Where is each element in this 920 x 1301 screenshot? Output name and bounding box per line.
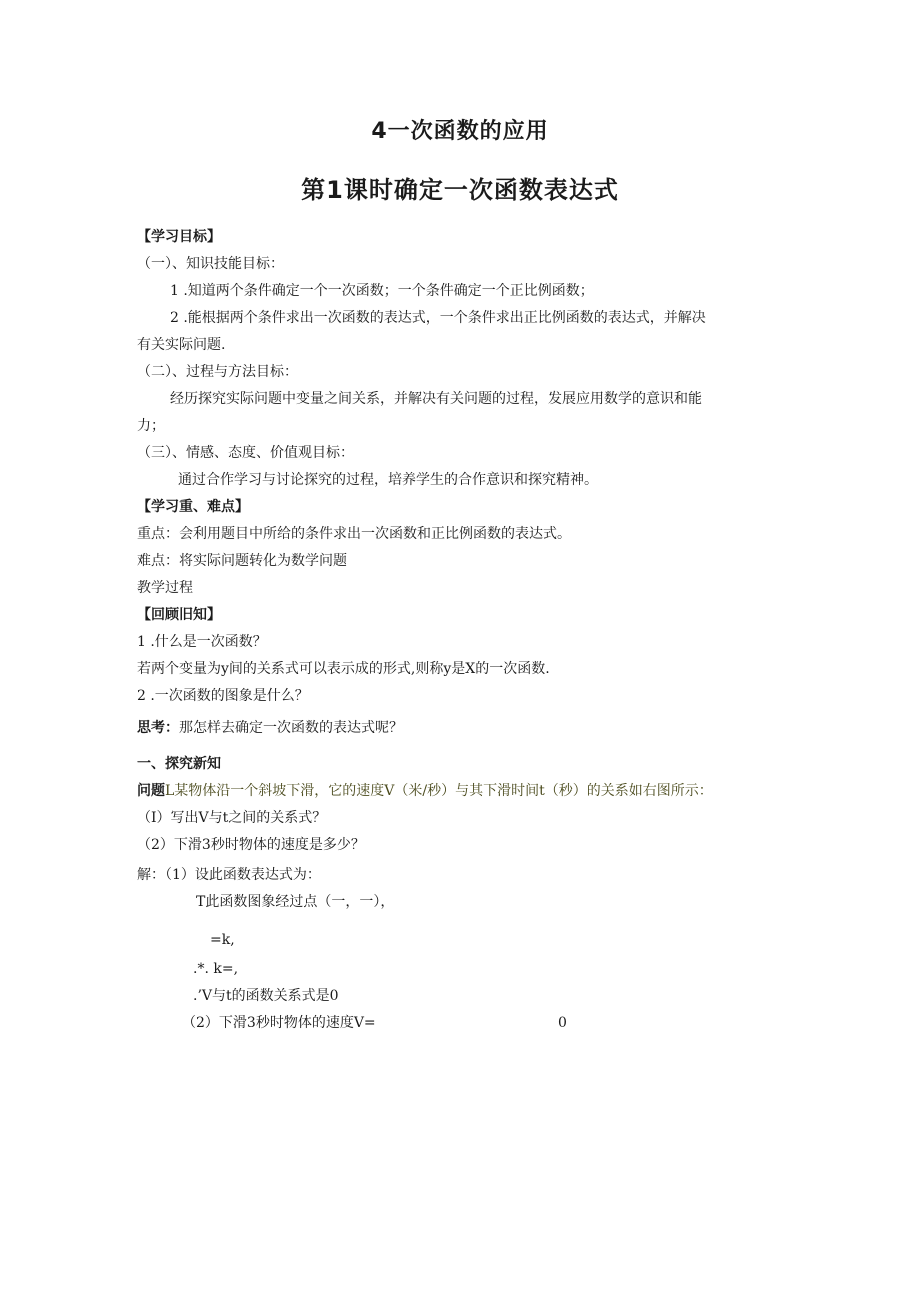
explore-heading: 一、探究新知 xyxy=(137,756,221,772)
knowledge-item-2-cont: 有关实际问题. xyxy=(137,337,226,353)
problem-text: L某物体沿一个斜坡下滑，它的速度V（米/秒）与其下滑时间t（秒）的关系如右图所示： xyxy=(165,783,713,799)
review-heading: 【回顾旧知】 xyxy=(137,607,221,623)
key-points-heading: 【学习重、难点】 xyxy=(137,499,249,515)
think-line xyxy=(137,719,403,737)
knowledge-heading: （一）、知识技能目标： xyxy=(137,256,284,272)
emotion-heading: （三）、情感、态度、价值观目标： xyxy=(137,445,354,461)
problem-label: 问题 xyxy=(137,783,165,799)
solution-line-6-end: 0 xyxy=(558,1015,567,1031)
solution-line-3: =k, xyxy=(210,932,235,948)
problem-line xyxy=(137,782,713,800)
emotion-text: 通过合作学习与讨论探究的过程，培养学生的合作意识和探究精神。 xyxy=(178,472,598,488)
lesson-subtitle: 第1课时确定一次函数表达式 xyxy=(301,176,619,204)
think-label: 思考： xyxy=(137,720,179,736)
think-text: 那怎样去确定一次函数的表达式呢？ xyxy=(179,720,403,736)
solution-line-1: 解：（1）设此函数表达式为： xyxy=(137,867,321,883)
solution-line-6: （2）下滑3秒时物体的速度V= xyxy=(182,1015,376,1031)
solution-line-4: .*. k=, xyxy=(193,961,239,977)
process-text-cont: 力； xyxy=(137,418,165,434)
difficulty-point: 难点：将实际问题转化为数学问题 xyxy=(137,553,347,569)
review-question-1: 1 .什么是一次函数？ xyxy=(137,634,267,650)
solution-line-5: .’V与t的函数关系式是0 xyxy=(193,988,339,1004)
knowledge-item-1: 1 .知道两个条件确定一个一次函数；一个条件确定一个正比例函数； xyxy=(170,283,594,299)
objectives-heading: 【学习目标】 xyxy=(137,229,221,245)
review-answer-1: 若两个变量为y间的关系式可以表示成的形式,则称y是X的一次函数. xyxy=(137,661,550,677)
solution-line-2: T此函数图象经过点（一，一）， xyxy=(196,894,395,910)
sub-question-1: （I）写出V与t之间的关系式？ xyxy=(137,810,327,826)
key-point: 重点：会利用题目中所给的条件求出一次函数和正比例函数的表达式。 xyxy=(137,526,571,542)
process-text: 经历探究实际问题中变量之间关系，并解决有关问题的过程，发展应用数学的意识和能 xyxy=(170,391,702,407)
lesson-title: 4一次函数的应用 xyxy=(371,119,549,144)
review-question-2: 2 .一次函数的图象是什么？ xyxy=(137,688,309,704)
knowledge-item-2: 2 .能根据两个条件求出一次函数的表达式，一个条件求出正比例函数的表达式，并解决 xyxy=(170,310,706,326)
process-heading: （二）、过程与方法目标： xyxy=(137,364,298,380)
sub-question-2: （2）下滑3秒时物体的速度是多少？ xyxy=(137,837,365,853)
teaching-process-label: 教学过程 xyxy=(137,580,193,596)
